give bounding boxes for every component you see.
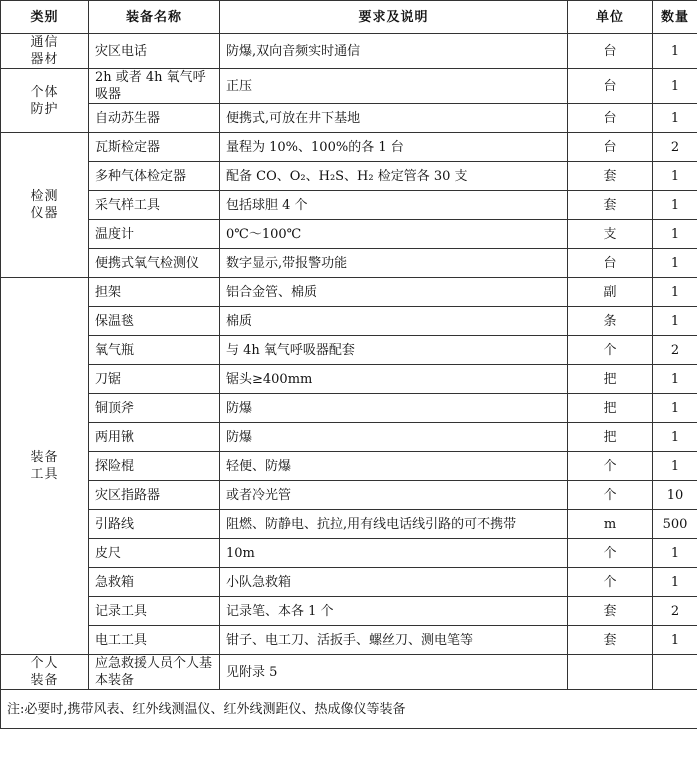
item-quantity: 1 bbox=[653, 539, 697, 568]
item-unit: 副 bbox=[568, 278, 653, 307]
item-name: 瓦斯检定器 bbox=[89, 133, 220, 162]
item-quantity: 1 bbox=[653, 365, 697, 394]
item-description: 或者冷光管 bbox=[220, 481, 568, 510]
item-quantity: 2 bbox=[653, 597, 697, 626]
item-name: 应急救援人员个人基本装备 bbox=[89, 655, 220, 690]
item-quantity: 1 bbox=[653, 162, 697, 191]
category-cell bbox=[1, 69, 89, 133]
table-row bbox=[1, 597, 697, 626]
item-name: 急救箱 bbox=[89, 568, 220, 597]
item-unit: 个 bbox=[568, 336, 653, 365]
item-unit: 把 bbox=[568, 423, 653, 452]
item-unit: 把 bbox=[568, 365, 653, 394]
item-name: 温度计 bbox=[89, 220, 220, 249]
header-row bbox=[1, 1, 697, 34]
item-quantity: 1 bbox=[653, 307, 697, 336]
header-unit: 单位 bbox=[568, 1, 653, 34]
item-quantity: 10 bbox=[653, 481, 697, 510]
item-unit: m bbox=[568, 510, 653, 539]
item-unit: 个 bbox=[568, 481, 653, 510]
category-text: 工具 bbox=[30, 467, 59, 482]
item-unit: 台 bbox=[568, 69, 653, 104]
item-description: 小队急救箱 bbox=[220, 568, 568, 597]
category-text: 检测 bbox=[30, 189, 59, 204]
table-row bbox=[1, 133, 697, 162]
table-row bbox=[1, 510, 697, 539]
item-description: 记录笔、本各 1 个 bbox=[220, 597, 568, 626]
category-text: 通信 bbox=[30, 35, 59, 50]
item-unit: 把 bbox=[568, 394, 653, 423]
item-quantity: 2 bbox=[653, 133, 697, 162]
item-name: 两用锹 bbox=[89, 423, 220, 452]
item-description: 铝合金管、棉质 bbox=[220, 278, 568, 307]
category-cell bbox=[1, 655, 89, 690]
item-description: 防爆,双向音频实时通信 bbox=[220, 34, 568, 69]
table-row bbox=[1, 34, 697, 69]
item-quantity: 1 bbox=[653, 34, 697, 69]
item-quantity: 1 bbox=[653, 249, 697, 278]
item-unit: 套 bbox=[568, 162, 653, 191]
header-name: 装备名称 bbox=[89, 1, 220, 34]
item-description: 量程为 10%、100%的各 1 台 bbox=[220, 133, 568, 162]
table-row bbox=[1, 655, 697, 690]
item-description: 与 4h 氧气呼吸器配套 bbox=[220, 336, 568, 365]
table-note: 注:必要时,携带风表、红外线测温仪、红外线测距仪、热成像仪等装备 bbox=[1, 690, 697, 729]
table-row bbox=[1, 278, 697, 307]
table-row bbox=[1, 452, 697, 481]
item-unit: 套 bbox=[568, 191, 653, 220]
item-unit: 条 bbox=[568, 307, 653, 336]
category-text: 防护 bbox=[30, 101, 59, 117]
category-text: 仪器 bbox=[30, 206, 59, 221]
item-name: 自动苏生器 bbox=[89, 104, 220, 133]
item-name: 便携式氧气检测仪 bbox=[89, 249, 220, 278]
item-quantity: 1 bbox=[653, 423, 697, 452]
item-name: 引路线 bbox=[89, 510, 220, 539]
item-name: 灾区电话 bbox=[89, 34, 220, 69]
item-name: 保温毯 bbox=[89, 307, 220, 336]
item-description: 轻便、防爆 bbox=[220, 452, 568, 481]
category-text: 器材 bbox=[30, 52, 59, 67]
item-description: 0℃～100℃ bbox=[220, 220, 568, 249]
table-row bbox=[1, 191, 697, 220]
item-unit: 台 bbox=[568, 249, 653, 278]
table-row bbox=[1, 104, 697, 133]
item-description: 正压 bbox=[220, 69, 568, 104]
item-description: 防爆 bbox=[220, 394, 568, 423]
table-row bbox=[1, 365, 697, 394]
item-quantity: 2 bbox=[653, 336, 697, 365]
item-quantity: 500 bbox=[653, 510, 697, 539]
table-row bbox=[1, 394, 697, 423]
table-row bbox=[1, 423, 697, 452]
category-cell bbox=[1, 34, 89, 69]
table-row bbox=[1, 626, 697, 655]
item-quantity: 1 bbox=[653, 69, 697, 104]
item-description: 便携式,可放在井下基地 bbox=[220, 104, 568, 133]
table-row bbox=[1, 249, 697, 278]
item-name: 2h 或者 4h 氧气呼吸器 bbox=[89, 69, 220, 104]
category-cell bbox=[1, 278, 89, 655]
item-name: 刀锯 bbox=[89, 365, 220, 394]
item-unit: 个 bbox=[568, 568, 653, 597]
item-unit: 个 bbox=[568, 539, 653, 568]
category-text: 个体 bbox=[30, 84, 59, 100]
item-name: 探险棍 bbox=[89, 452, 220, 481]
item-name: 氧气瓶 bbox=[89, 336, 220, 365]
item-name: 电工工具 bbox=[89, 626, 220, 655]
item-quantity: 1 bbox=[653, 104, 697, 133]
item-description: 数字显示,带报警功能 bbox=[220, 249, 568, 278]
table-row bbox=[1, 539, 697, 568]
category-cell bbox=[1, 133, 89, 278]
table-row bbox=[1, 336, 697, 365]
item-description: 钳子、电工刀、活扳手、螺丝刀、测电笔等 bbox=[220, 626, 568, 655]
item-description: 10m bbox=[220, 539, 568, 568]
header-quantity: 数量 bbox=[653, 1, 697, 34]
table-row bbox=[1, 307, 697, 336]
item-description: 锯头≥400mm bbox=[220, 365, 568, 394]
category-text: 装备 bbox=[30, 673, 59, 688]
item-quantity bbox=[653, 655, 697, 690]
note-row bbox=[1, 690, 697, 729]
item-name: 铜顶斧 bbox=[89, 394, 220, 423]
item-description: 见附录 5 bbox=[220, 655, 568, 690]
item-name: 灾区指路器 bbox=[89, 481, 220, 510]
item-unit: 台 bbox=[568, 104, 653, 133]
table-row bbox=[1, 220, 697, 249]
item-description: 包括球胆 4 个 bbox=[220, 191, 568, 220]
table-row bbox=[1, 162, 697, 191]
item-quantity: 1 bbox=[653, 220, 697, 249]
item-unit: 台 bbox=[568, 34, 653, 69]
table-row bbox=[1, 481, 697, 510]
item-description: 阻燃、防静电、抗拉,用有线电话线引路的可不携带 bbox=[220, 510, 568, 539]
item-quantity: 1 bbox=[653, 191, 697, 220]
header-category: 类别 bbox=[1, 1, 89, 34]
item-quantity: 1 bbox=[653, 626, 697, 655]
table-row bbox=[1, 69, 697, 104]
item-name: 皮尺 bbox=[89, 539, 220, 568]
item-quantity: 1 bbox=[653, 278, 697, 307]
item-description: 棉质 bbox=[220, 307, 568, 336]
category-text: 个人 bbox=[30, 656, 59, 671]
item-unit: 套 bbox=[568, 626, 653, 655]
item-description: 配备 CO、O₂、H₂S、H₂ 检定管各 30 支 bbox=[220, 162, 568, 191]
item-unit: 支 bbox=[568, 220, 653, 249]
item-unit: 个 bbox=[568, 452, 653, 481]
category-text: 装备 bbox=[30, 450, 59, 465]
header-description: 要求及说明 bbox=[220, 1, 568, 34]
item-unit: 台 bbox=[568, 133, 653, 162]
item-name: 担架 bbox=[89, 278, 220, 307]
item-unit bbox=[568, 655, 653, 690]
item-name: 采气样工具 bbox=[89, 191, 220, 220]
table-row bbox=[1, 568, 697, 597]
item-quantity: 1 bbox=[653, 394, 697, 423]
item-description: 防爆 bbox=[220, 423, 568, 452]
item-quantity: 1 bbox=[653, 452, 697, 481]
item-name: 多种气体检定器 bbox=[89, 162, 220, 191]
item-name: 记录工具 bbox=[89, 597, 220, 626]
item-quantity: 1 bbox=[653, 568, 697, 597]
item-unit: 套 bbox=[568, 597, 653, 626]
